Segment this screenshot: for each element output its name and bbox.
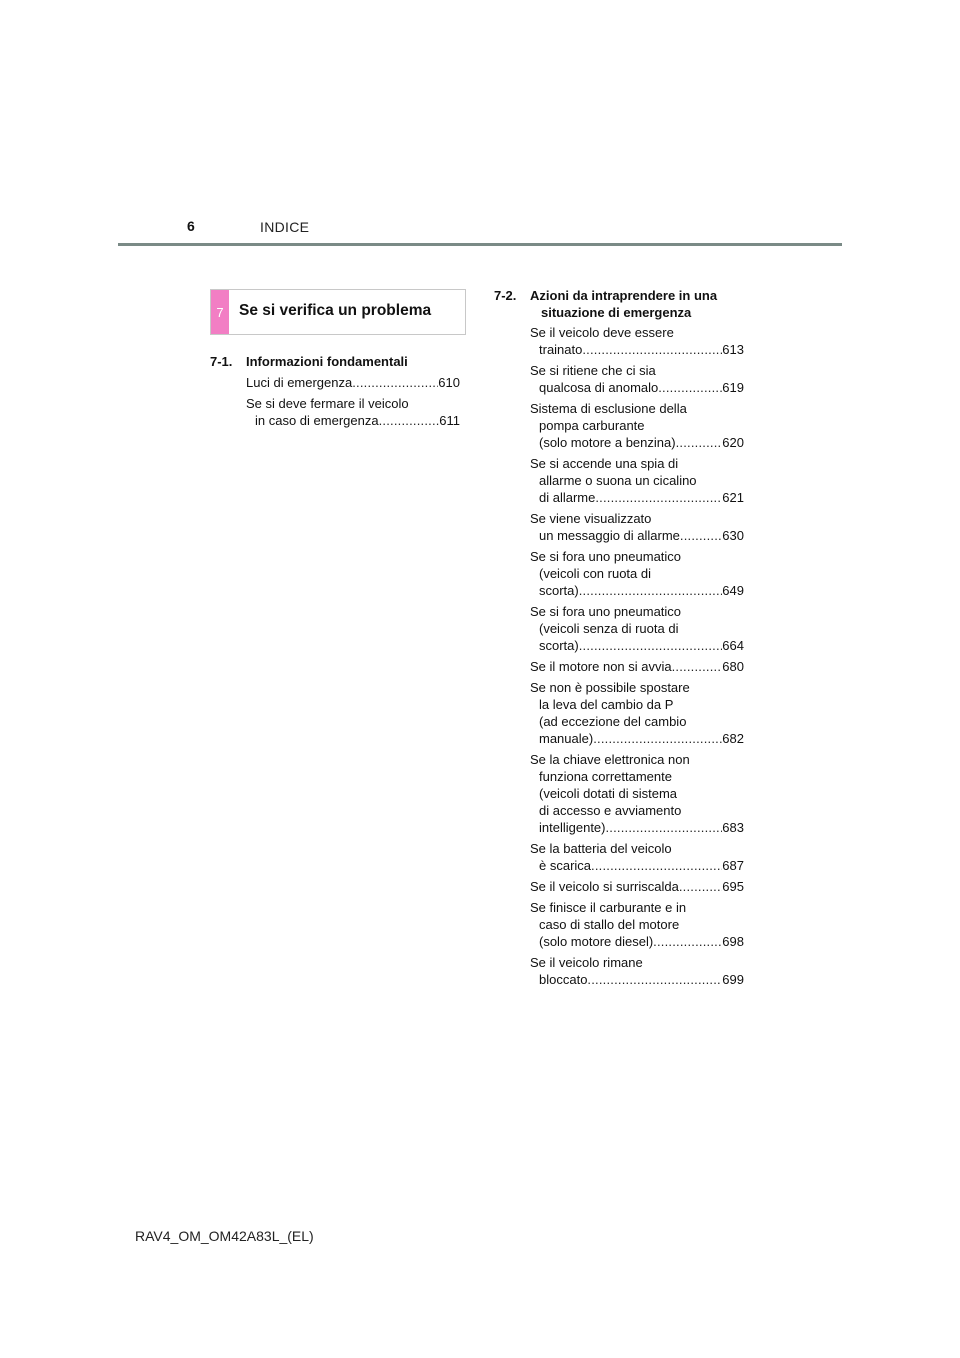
toc-entry-last-line — [530, 730, 744, 747]
toc-entry-last-line — [530, 819, 744, 836]
dot-leader — [653, 933, 722, 950]
toc-entry-text: è scarica — [539, 858, 592, 873]
toc-entry[interactable] — [246, 374, 460, 391]
toc-entry[interactable] — [530, 455, 744, 506]
dot-leader — [658, 379, 722, 396]
footer-code: RAV4_OM_OM42A83L_(EL) — [135, 1228, 314, 1244]
toc-entry-last-line — [530, 489, 744, 506]
toc-entry[interactable] — [530, 751, 744, 836]
toc-entry-last-line — [530, 341, 744, 358]
toc-entry-text: Se viene visualizzato — [530, 511, 652, 526]
toc-entry[interactable] — [530, 510, 744, 544]
toc-entry-last-line — [246, 412, 460, 429]
dot-leader — [379, 412, 440, 429]
toc-page-number: 687 — [722, 858, 744, 873]
section-number: 7-1. — [210, 354, 233, 369]
toc-entry-text: scorta) — [539, 638, 579, 653]
toc-entry-text: un messaggio di allarme — [539, 528, 680, 543]
toc-entry-text: intelligente) — [539, 820, 606, 835]
dot-leader — [672, 658, 723, 675]
toc-entry-text: manuale) — [539, 731, 594, 746]
toc-entry-text: (veicoli con ruota di — [539, 566, 651, 581]
dot-leader — [606, 819, 723, 836]
dot-leader — [591, 857, 722, 874]
chapter-title: Se si verifica un problema — [239, 302, 432, 319]
toc-entry-text: Se il motore non si avvia — [530, 659, 672, 674]
toc-entry-last-line — [530, 434, 744, 451]
toc-entry-text: Se si fora uno pneumatico — [530, 604, 682, 619]
dot-leader — [582, 341, 722, 358]
toc-entry-text: Sistema di esclusione della — [530, 401, 687, 416]
toc-entry-text: Luci di emergenza — [246, 375, 353, 390]
toc-entry[interactable] — [530, 878, 744, 895]
toc-entry-text: di allarme — [539, 490, 596, 505]
dot-leader — [579, 637, 723, 654]
header-rule — [118, 243, 842, 246]
toc-entry[interactable] — [530, 954, 744, 988]
toc-entry-text: (solo motore diesel) — [539, 934, 654, 949]
toc-page-number: 613 — [722, 342, 744, 357]
dot-leader — [593, 730, 722, 747]
section-title — [530, 287, 744, 321]
running-head: INDICE — [260, 219, 310, 235]
toc-page-number: 619 — [722, 380, 744, 395]
toc-entry-text: Se si deve fermare il veicolo — [246, 396, 409, 411]
section-heading — [494, 287, 744, 321]
toc-entry[interactable] — [246, 395, 460, 429]
toc-entry-text: Se il veicolo si surriscalda — [530, 879, 679, 894]
toc-entry[interactable] — [530, 899, 744, 950]
toc-entry[interactable] — [530, 840, 744, 874]
toc-entry-last-line — [530, 582, 744, 599]
toc-entry-text: Se il veicolo deve essere — [530, 325, 674, 340]
toc-entry-last-line — [530, 878, 744, 895]
section-title-line: Azioni da intraprendere in una — [530, 288, 718, 303]
dot-leader — [679, 878, 722, 895]
chapter-tab: 7 — [211, 290, 229, 334]
toc-entry-text: qualcosa di anomalo — [539, 380, 659, 395]
toc-page-number: 611 — [439, 413, 460, 428]
toc-entry-text: (veicoli senza di ruota di — [539, 621, 679, 636]
toc-entry-text: pompa carburante — [539, 418, 645, 433]
toc-right-column — [494, 287, 744, 992]
toc-entry[interactable] — [530, 679, 744, 747]
toc-entry-text: (ad eccezione del cambio — [539, 714, 687, 729]
toc-page-number: 621 — [722, 490, 744, 505]
toc-entry-text: trainato — [539, 342, 583, 357]
dot-leader — [595, 489, 722, 506]
toc-page-number: 698 — [722, 934, 744, 949]
toc-entry-last-line — [530, 658, 744, 675]
toc-entry-text: Se il veicolo rimane — [530, 955, 643, 970]
dot-leader — [676, 434, 723, 451]
toc-entry-last-line — [530, 637, 744, 654]
toc-entry[interactable] — [530, 324, 744, 358]
toc-entry-text: Se la batteria del veicolo — [530, 841, 672, 856]
toc-page-number: 630 — [722, 528, 744, 543]
dot-leader — [587, 971, 722, 988]
toc-entry-text: bloccato — [539, 972, 588, 987]
dot-leader — [579, 582, 723, 599]
toc-entry-text: Se non è possibile spostare — [530, 680, 690, 695]
section-heading — [210, 353, 460, 370]
toc-left-column — [210, 353, 460, 433]
toc-page-number: 649 — [722, 583, 744, 598]
chapter-box — [210, 289, 466, 335]
toc-entry-last-line — [530, 527, 744, 544]
toc-entry-text: di accesso e avviamento — [539, 803, 682, 818]
toc-entry-last-line — [530, 971, 744, 988]
toc-page-number: 680 — [722, 659, 744, 674]
section-title — [246, 353, 460, 370]
toc-page-number: 683 — [722, 820, 744, 835]
toc-entry-text: Se si accende una spia di — [530, 456, 679, 471]
toc-entry-last-line — [530, 379, 744, 396]
toc-entry-text: allarme o suona un cicalino — [539, 473, 697, 488]
toc-entry[interactable] — [530, 603, 744, 654]
toc-entry-last-line — [530, 933, 744, 950]
toc-entry-last-line — [246, 374, 460, 391]
toc-entry-text: (solo motore a benzina) — [539, 435, 676, 450]
dot-leader — [680, 527, 722, 544]
section-title-line: Informazioni fondamentali — [246, 354, 408, 369]
toc-entry-last-line — [530, 857, 744, 874]
section-title-line: situazione di emergenza — [541, 305, 692, 320]
toc-entry-text: funziona correttamente — [539, 769, 672, 784]
toc-page-number: 620 — [722, 435, 744, 450]
page-number: 6 — [187, 218, 195, 234]
toc-entry-text: scorta) — [539, 583, 579, 598]
toc-entry-text: Se si ritiene che ci sia — [530, 363, 656, 378]
toc-entry-text: la leva del cambio da P — [539, 697, 674, 712]
toc-entry[interactable] — [530, 658, 744, 675]
toc-entry-text: in caso di emergenza — [255, 413, 379, 428]
toc-entry-text: (veicoli dotati di sistema — [539, 786, 677, 801]
toc-entry[interactable] — [530, 548, 744, 599]
toc-page-number: 664 — [722, 638, 744, 653]
toc-page-number: 695 — [722, 879, 744, 894]
toc-entry-text: caso di stallo del motore — [539, 917, 680, 932]
toc-entry[interactable] — [530, 400, 744, 451]
toc-page-number: 610 — [438, 375, 460, 390]
dot-leader — [352, 374, 438, 391]
toc-page-number: 699 — [722, 972, 744, 987]
toc-entry-text: Se finisce il carburante e in — [530, 900, 687, 915]
toc-entry-text: Se si fora uno pneumatico — [530, 549, 682, 564]
toc-entry-text: Se la chiave elettronica non — [530, 752, 690, 767]
toc-page-number: 682 — [722, 731, 744, 746]
section-number: 7-2. — [494, 288, 517, 303]
toc-entry[interactable] — [530, 362, 744, 396]
